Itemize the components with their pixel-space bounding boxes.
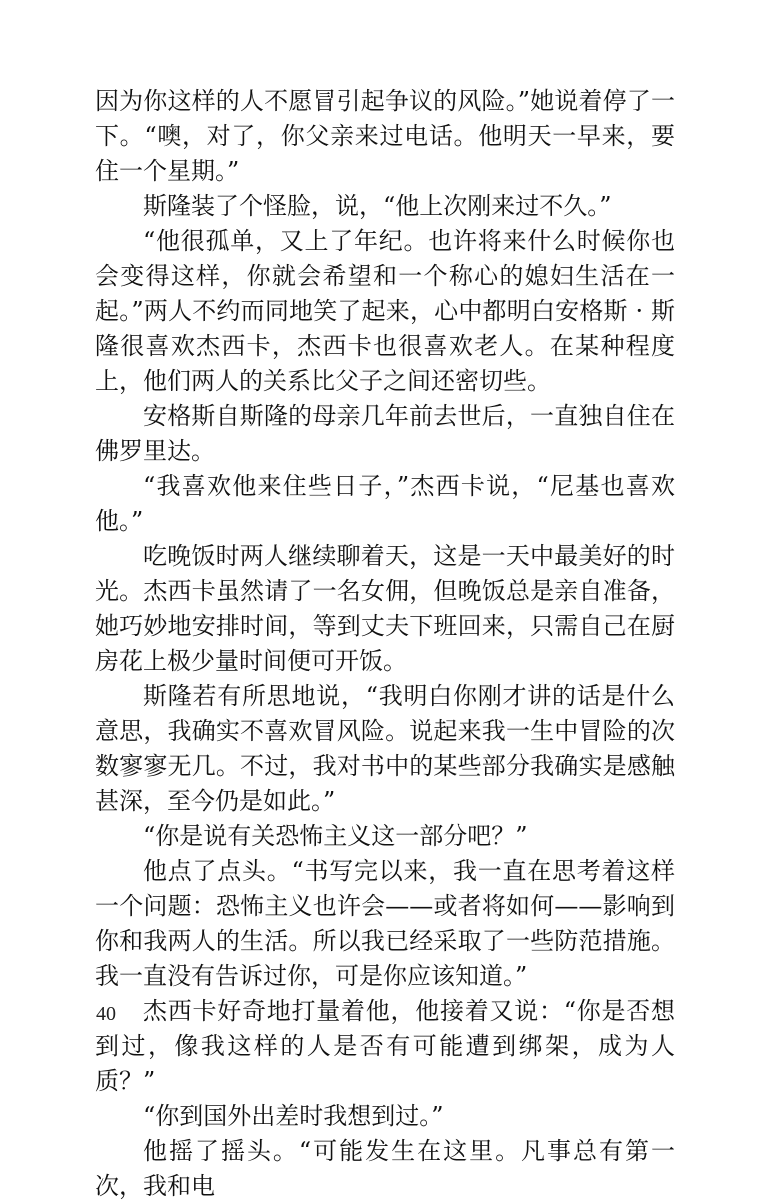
paragraph-2: 斯隆装了个怪脸，说，“他上次刚来过不久。” xyxy=(143,192,612,220)
paragraph-8: “你是说有关恐怖主义这一部分吧？” xyxy=(143,822,528,850)
paragraph-12: 他摇了摇头。“可能发生在这里。凡事总有第一次，我和电 xyxy=(95,1137,675,1200)
paragraph-3: “他很孤单，又上了年纪。也许将来什么时候你也会变得这样，你就会希望和一个称心的媳妇生活在一起。”两人不约而同地笑了起来，心中都明白安格斯 · 斯隆很喜欢杰西卡，杰西卡也很喜欢老人。在某种程度上，他们两人的关系比父子之间还密切些。 xyxy=(95,227,675,395)
body-text xyxy=(95,84,675,1204)
paragraph-6: 吃晚饭时两人继续聊着天，这是一天中最美好的时光。杰西卡虽然请了一名女佣，但晚饭总是亲自准备，她巧妙地安排时间，等到丈夫下班回来，只需自己在厨房花上极少量时间便可开饭。 xyxy=(95,542,675,675)
paragraph-11: “你到国外出差时我想到过。” xyxy=(143,1102,444,1130)
paragraph-9: 他点了点头。“书写完以来，我一直在思考着这样一个问题：恐怖主义也许会——或者将如何——影响到你和我两人的生活。所以我已经采取了一些防范措施。我一直没有告诉过你，可是你应该知道。” xyxy=(95,857,675,990)
paragraph-4: 安格斯自斯隆的母亲几年前去世后，一直独自住在佛罗里达。 xyxy=(95,402,675,465)
paragraph-5: “我喜欢他来住些日子，”杰西卡说，“尼基也喜欢他。” xyxy=(95,472,675,535)
paragraph-7: 斯隆若有所思地说，“我明白你刚才讲的话是什么意思，我确实不喜欢冒风险。说起来我一生中冒险的次数寥寥无几。不过，我对书中的某些部分我确实是感触甚深，至今仍是如此。” xyxy=(95,682,675,815)
paragraph-10: 杰西卡好奇地打量着他，他接着又说：“你是否想到过，像我这样的人是否有可能遭到绑架，成为人质？” xyxy=(95,997,675,1095)
paragraph-1: 因为你这样的人不愿冒引起争议的风险。”她说着停了一下。“噢，对了，你父亲来过电话。他明天一早来，要住一个星期。” xyxy=(95,87,675,185)
page-number: 40 xyxy=(96,1003,116,1025)
